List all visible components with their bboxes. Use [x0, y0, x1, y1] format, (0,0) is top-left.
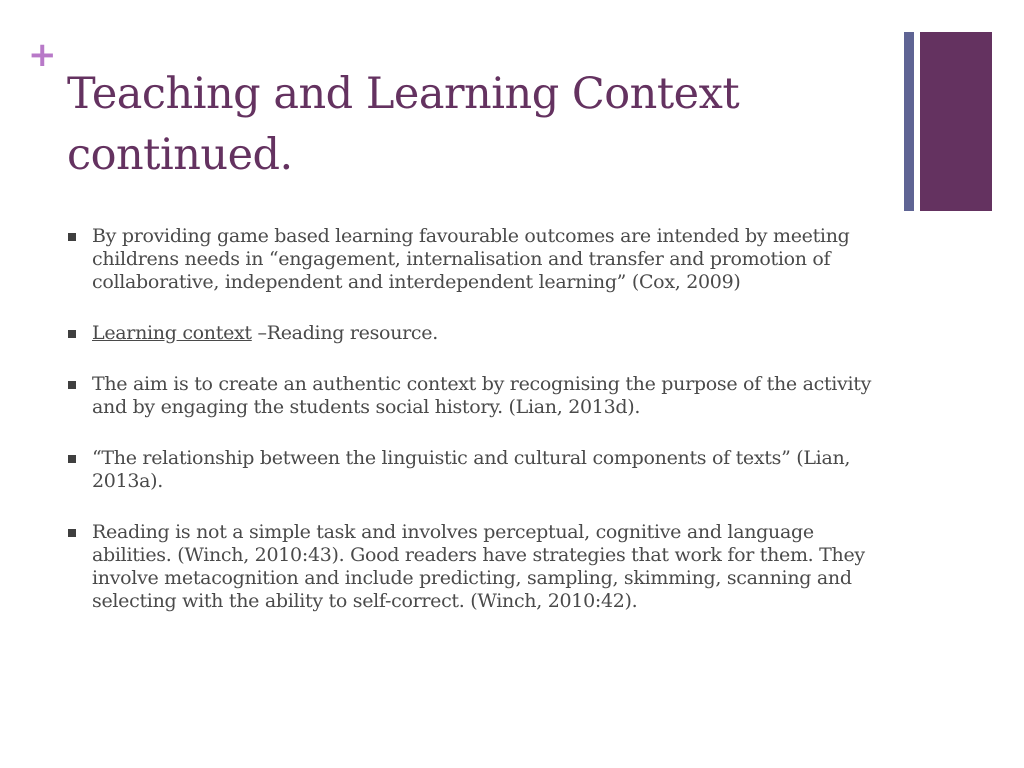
square-bullet-icon [68, 330, 76, 338]
slide-title [67, 64, 867, 186]
bullet-text: “The relationship between the linguistic and cultural components of texts” (Lian, 2013a). [92, 447, 851, 492]
accent-bar-thin [904, 32, 914, 211]
bullet-item-1 [68, 225, 888, 294]
title-line-2: continued. [67, 130, 293, 180]
square-bullet-icon [68, 381, 76, 389]
bullet-text: –Reading resource. [251, 322, 438, 344]
learning-context-link[interactable]: Learning context [92, 322, 252, 344]
bullet-text: Reading is not a simple task and involves perceptual, cognitive and language abilities. (Winch, 2010:43). Good readers have strategies that work for them. They involve metacognition and include predicting, sampling, skimming, scanning and selecting with the ability to self-correct. (Winch, 2010:42). [92, 521, 865, 612]
bullet-list [68, 225, 888, 641]
plus-icon: + [28, 35, 57, 75]
title-line-1: Teaching and Learning Context [67, 69, 740, 119]
bullet-item-3 [68, 373, 888, 419]
bullet-item-5 [68, 521, 888, 613]
bullet-text: By providing game based learning favourable outcomes are intended by meeting childrens needs in “engagement, internalisation and transfer and promotion of collaborative, independent and interdependent learning” (Cox, 2009) [92, 225, 850, 293]
bullet-text: The aim is to create an authentic context by recognising the purpose of the activity and by engaging the students social history. (Lian, 2013d). [92, 373, 872, 418]
bullet-item-2 [68, 322, 888, 345]
square-bullet-icon [68, 233, 76, 241]
square-bullet-icon [68, 455, 76, 463]
accent-bar-thick [920, 32, 992, 211]
bullet-item-4 [68, 447, 888, 493]
square-bullet-icon [68, 529, 76, 537]
